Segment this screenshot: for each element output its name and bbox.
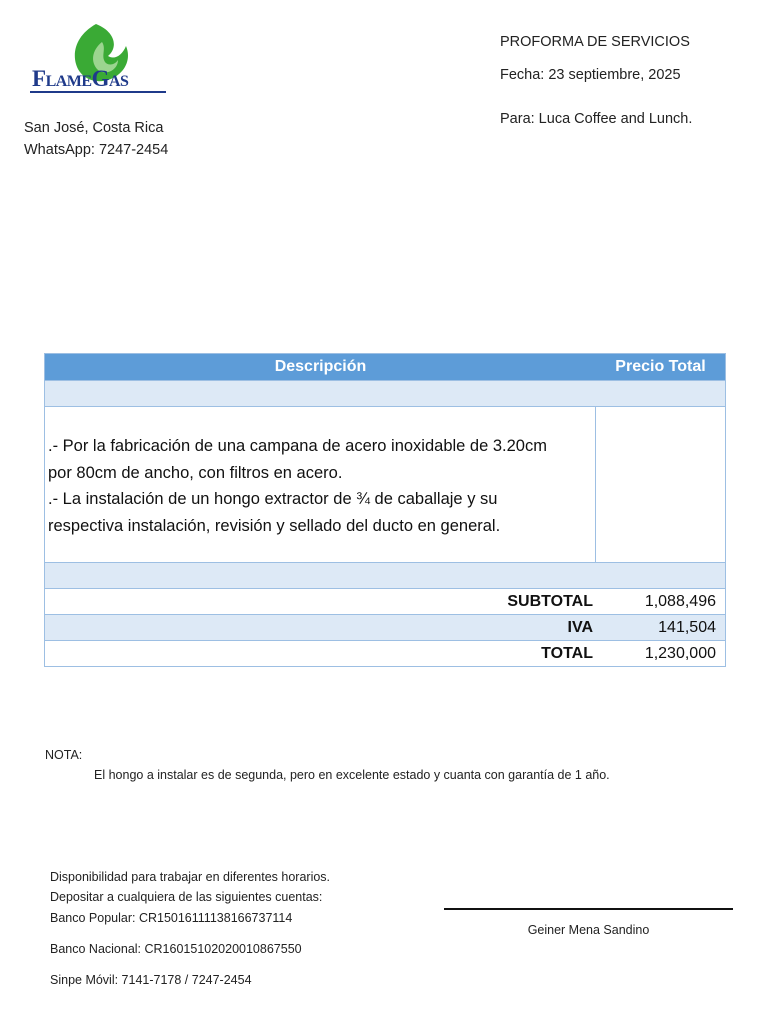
note-label: NOTA: [45,748,83,762]
description-line: .- La instalación de un hongo extractor de ¾ de caballaje y su [48,490,498,508]
company-address: San José, Costa Rica [24,120,164,136]
table-description-row [45,406,725,562]
description-line: respectiva instalación, revisión y sellado del ducto en general. [48,516,501,535]
signature-line [444,908,733,910]
note-text: El hongo a instalar es de segunda, pero en excelente estado y cuanta con garantía de 1 año. [94,768,610,782]
svg-text:FLAMEGAS: FLAMEGAS [32,66,129,91]
iva-label: IVA [567,619,593,636]
table-spacer-row [45,380,725,406]
deposit-text: Depositar a cualquiera de las siguientes cuentas: [50,890,323,904]
banco-nacional-account: Banco Nacional: CR16015102020010867550 [50,942,302,956]
header-total-price: Precio Total [615,358,706,375]
quote-table [44,353,726,667]
iva-row [45,614,725,640]
table-spacer-row [45,562,725,588]
description-line: .- Por la fabricación de una campana de acero inoxidable de 3.20cm [48,437,547,455]
total-row [45,640,725,666]
document-recipient: Para: Luca Coffee and Lunch. [500,111,693,127]
sinpe-movil: Sinpe Móvil: 7141-7178 / 7247-2454 [50,973,252,987]
header-description: Descripción [274,358,367,375]
iva-value: 141,504 [658,619,716,636]
company-whatsapp: WhatsApp: 7247-2454 [24,142,169,158]
description-cell [45,407,596,562]
total-value: 1,230,000 [644,645,716,662]
banco-popular-account: Banco Popular: CR15016111138166737114 [50,911,293,925]
subtotal-label: SUBTOTAL [507,593,593,610]
document-title: PROFORMA DE SERVICIOS [500,34,690,50]
table-header-row [45,354,725,380]
subtotal-row [45,588,725,614]
price-cell [596,407,725,562]
company-logo [28,20,173,100]
signature-name: Geiner Mena Sandino [527,923,650,937]
subtotal-value: 1,088,496 [644,593,716,610]
document-date: Fecha: 23 septiembre, 2025 [500,67,681,83]
flame-logo-icon [28,20,173,100]
total-label: TOTAL [541,645,593,662]
availability-text: Disponibilidad para trabajar en diferentes horarios. [50,870,331,884]
description-line: por 80cm de ancho, con filtros en acero. [48,463,343,482]
